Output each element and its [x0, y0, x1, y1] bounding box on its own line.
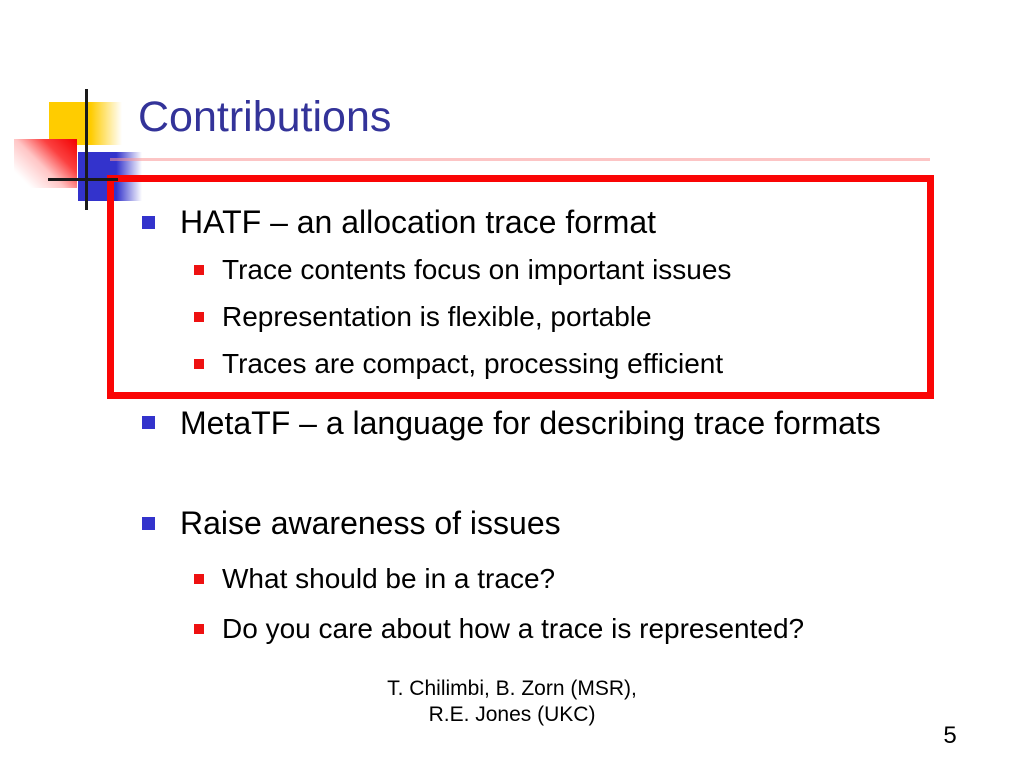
- list-item: [142, 400, 887, 446]
- list-item-text: Do you care about how a trace is represented?: [222, 613, 805, 644]
- bullet-square-icon: [194, 359, 204, 369]
- bullet-square-icon: [194, 624, 204, 634]
- crosshair-horizontal-line: [48, 178, 118, 181]
- bullet-square-icon: [142, 416, 155, 429]
- footer-credits: [0, 676, 1024, 728]
- list-item-text: Trace contents focus on important issues: [222, 254, 732, 285]
- footer-line-2: R.E. Jones (UKC): [428, 703, 596, 726]
- list-item-text: Raise awareness of issues: [180, 505, 561, 541]
- list-item: [194, 250, 994, 290]
- footer-line-1: T. Chilimbi, B. Zorn (MSR),: [387, 677, 637, 700]
- list-item-text: MetaTF – a language for describing trace formats: [180, 405, 881, 441]
- list-item-text: What should be in a trace?: [222, 563, 556, 594]
- list-item: [194, 297, 994, 337]
- list-item: [142, 200, 922, 244]
- list-item-text: HATF – an allocation trace format: [180, 204, 657, 240]
- slide-title: Contributions: [138, 93, 392, 141]
- list-item: [194, 559, 994, 599]
- crosshair-vertical-line: [85, 89, 88, 210]
- bullet-square-icon: [194, 312, 204, 322]
- page-number: 5: [943, 722, 957, 749]
- list-item: [194, 609, 994, 649]
- list-item-text: Representation is flexible, portable: [222, 301, 652, 332]
- bullet-square-icon: [142, 517, 155, 530]
- list-item: [142, 501, 922, 545]
- faint-rule-line: [110, 158, 930, 161]
- bullet-square-icon: [194, 265, 204, 275]
- list-item: [194, 344, 994, 384]
- bullet-square-icon: [194, 574, 204, 584]
- bullet-square-icon: [142, 216, 155, 229]
- list-item-text: Traces are compact, processing efficient: [222, 348, 724, 379]
